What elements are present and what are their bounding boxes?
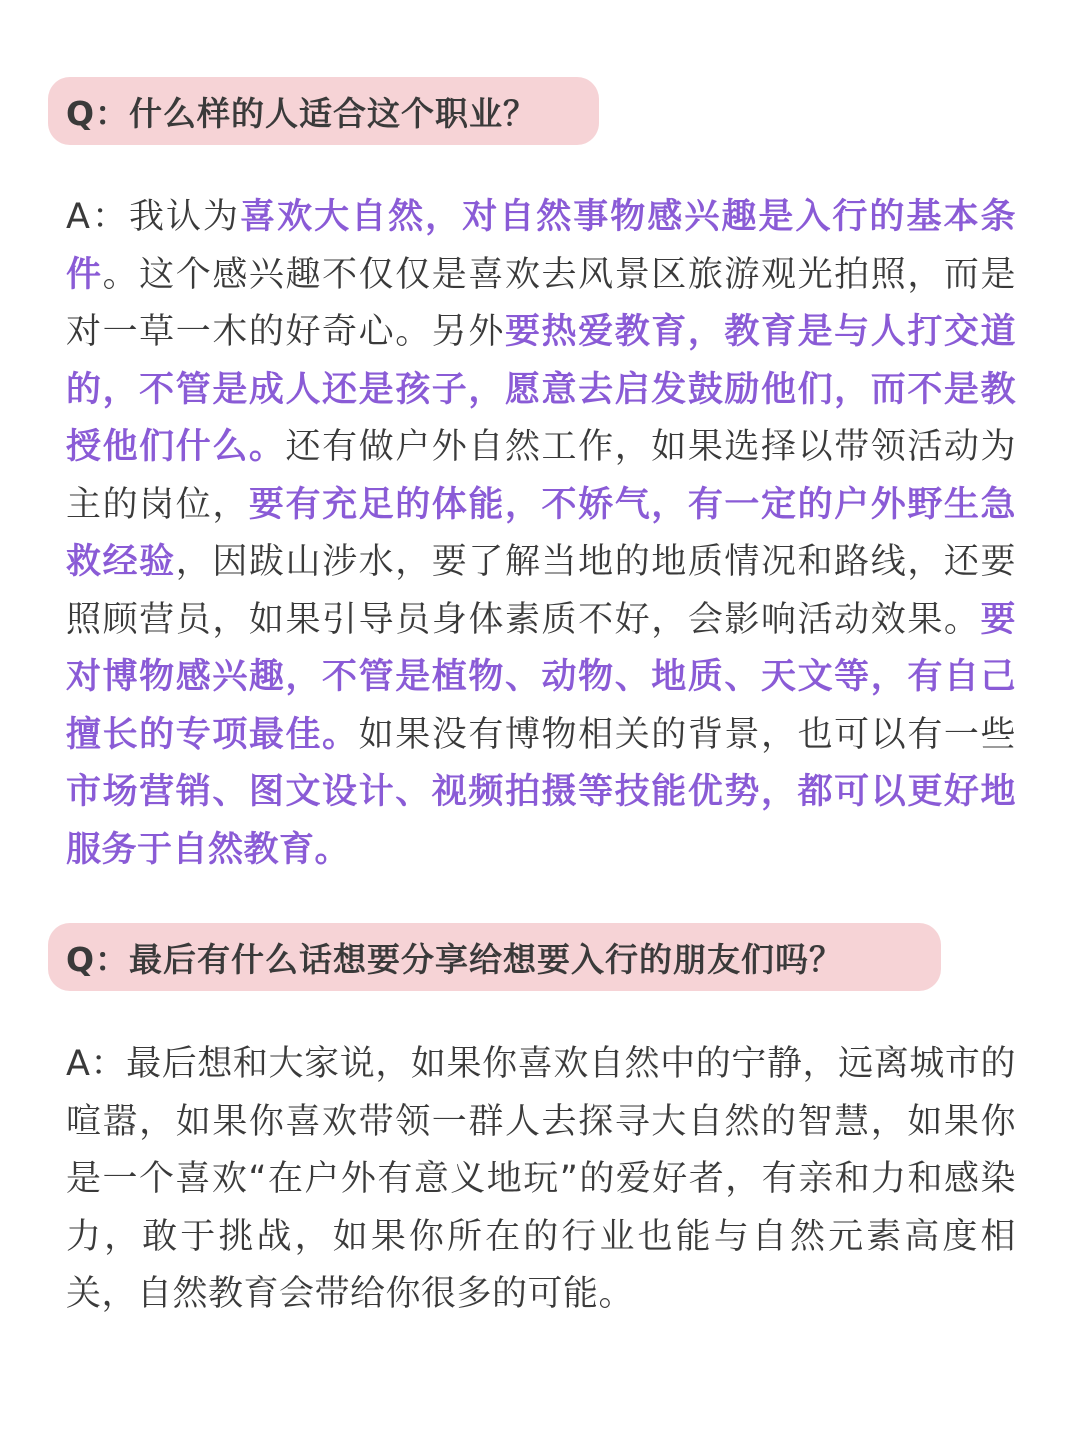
- answer-1-highlight-3: 要对博物感兴趣，不管是植物、动物、地质、天文等，有自己擅长的专项最佳。: [66, 599, 1016, 755]
- question-2-text: Q：最后有什么话想要分享给想要入行的朋友们吗？: [66, 939, 844, 979]
- answer-1-highlight-2: 要有充足的体能，不娇气，有一定的户外野生急救经验: [66, 484, 1016, 582]
- answer-1-seg-1: 。这个感兴趣不仅仅是喜欢去风景区旅游观光拍照，而是对一草一木的好奇心。另外: [66, 254, 1016, 352]
- answer-1-seg-4: 如果没有博物相关的背景，也可以有一些: [358, 714, 1016, 755]
- answer-1-highlight-4: 市场营销、图文设计、视频拍摄等技能优势，都可以更好地服务于自然教育。: [66, 772, 1016, 870]
- answer-2-seg-0: A：最后想和大家说，如果你喜欢自然中的宁静，远离城市的喧嚣，如果你喜欢带领一群人去探寻大自然的智慧，如果你是一个喜欢“在户外有意义地玩”的爱好者，有亲和力和感染力，敢于挑战，如果你所在的行业也能与自然元素高度相关，自然教育会带给你很多的可能。: [66, 1044, 1016, 1314]
- question-2-pill: [48, 923, 941, 991]
- answer-1-highlight-0: 喜欢大自然，对自然事物感兴趣是入行的基本条件: [66, 197, 1016, 295]
- answer-1-seg-0: A：我认为: [66, 197, 241, 237]
- question-1-pill: [48, 77, 599, 145]
- answer-1-seg-3: ，因跋山涉水，要了解当地的地质情况和路线，还要照顾营员，如果引导员身体素质不好，会影响活动效果。: [66, 542, 1016, 640]
- answer-1-seg-2: 还有做户外自然工作，如果选择以带领活动为主的岗位，: [66, 427, 1016, 525]
- answer-2: [66, 1036, 1016, 1324]
- answer-1-highlight-1: 要热爱教育，教育是与人打交道的，不管是成人还是孩子，愿意去启发鼓励他们，而不是教授他们什么。: [66, 312, 1016, 467]
- question-1-text: Q：什么样的人适合这个职业？: [66, 93, 538, 133]
- answer-1: [66, 189, 1016, 879]
